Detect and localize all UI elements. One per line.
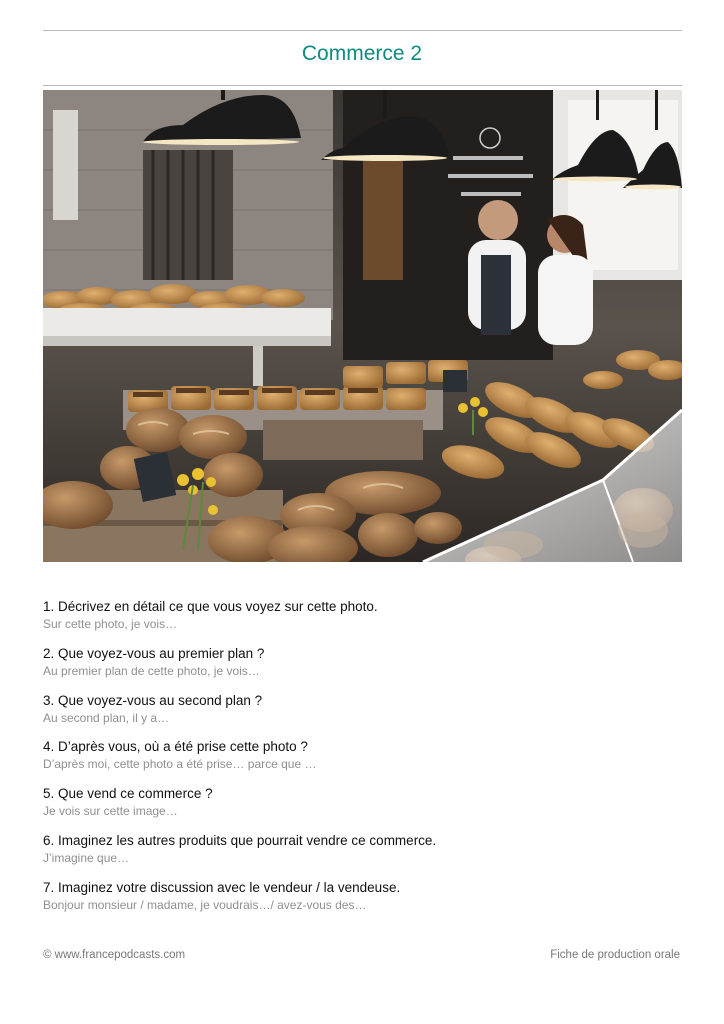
question-block-7: [43, 879, 683, 913]
answer-hint: Au premier plan de cette photo, je vois…: [43, 664, 260, 678]
page-title: Commerce 2: [301, 42, 423, 65]
question-block-2: [43, 645, 683, 679]
answer-hint: D’après moi, cette photo a été prise… parce que …: [43, 757, 317, 771]
question-text: 3. Que voyez-vous au second plan ?: [43, 693, 263, 708]
question-block-1: [43, 598, 683, 632]
answer-hint: Bonjour monsieur / madame, je voudrais…/ avez-vous des…: [43, 898, 367, 912]
question-block-4: [43, 738, 683, 772]
answer-hint: Je vois sur cette image…: [43, 804, 178, 818]
question-text: 4. D’après vous, où a été prise cette photo ?: [43, 739, 308, 754]
question-text: 1. Décrivez en détail ce que vous voyez sur cette photo.: [43, 599, 378, 614]
title-divider: [43, 85, 682, 86]
answer-hint: Sur cette photo, je vois…: [43, 617, 178, 631]
question-block-3: [43, 692, 683, 726]
answer-hint: J’imagine que…: [43, 851, 130, 865]
top-divider: [43, 30, 682, 31]
question-text: 5. Que vend ce commerce ?: [43, 786, 213, 801]
question-block-5: [43, 785, 683, 819]
question-text: 7. Imaginez votre discussion avec le vendeur / la vendeuse.: [43, 880, 401, 895]
bakery-photo: [43, 90, 682, 562]
footer-copyright: © www.francepodcasts.com: [43, 949, 186, 961]
footer-document-type: Fiche de production orale: [550, 949, 680, 961]
question-text: 6. Imaginez les autres produits que pourrait vendre ce commerce.: [43, 833, 437, 848]
question-block-6: [43, 832, 683, 866]
question-text: 2. Que voyez-vous au premier plan ?: [43, 646, 265, 661]
answer-hint: Au second plan, il y a…: [43, 711, 170, 725]
